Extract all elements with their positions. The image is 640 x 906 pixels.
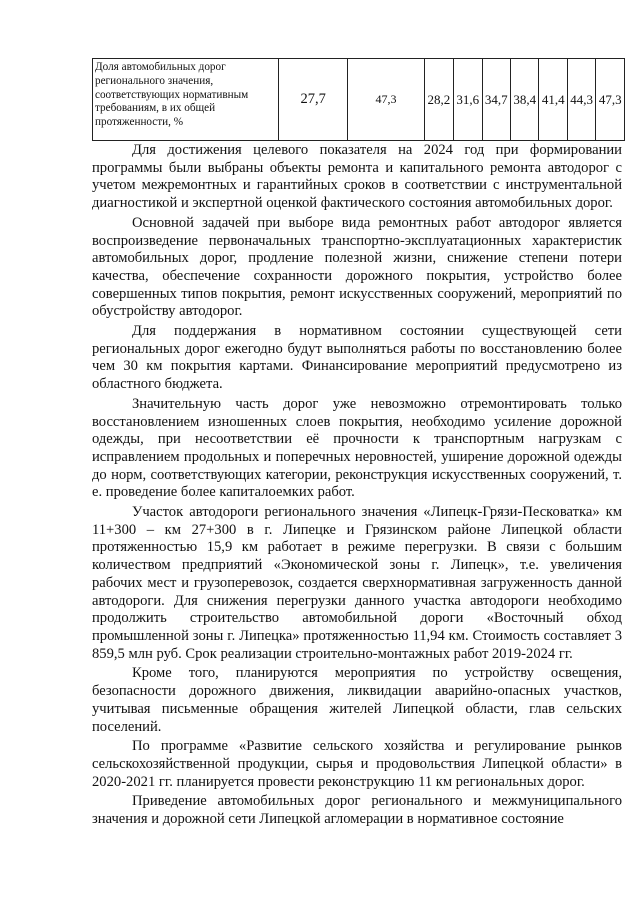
paragraph: Для достижения целевого показателя на 2024 год при формировании программы были выбраны объекты ремонта и капитального ремонта автодорог с учетом межремонтных и гарантийных сроков в соответствии с инструментальной диагностикой и экспертной оценкой фактического состояния автомобильных дорог. [92,142,622,212]
table-cell: 47,3 [596,59,625,141]
paragraph: По программе «Развитие сельского хозяйства и регулирование рынков сельскохозяйственной продукции, сырья и продовольствия Липецкой области» в 2020-2021 гг. планируется провести реконструкцию 11 км региональных дорог. [92,738,622,790]
table-cell: 31,6 [454,59,482,141]
paragraph: Кроме того, планируются мероприятия по устройству освещения, безопасности дорожного движения, ликвидации аварийно-опасных участков, учитывая письменные обращения жителей Липецкой области, глав сельских поселений. [92,665,622,735]
table-row [93,59,625,141]
table-cell: 34,7 [482,59,510,141]
body-text [92,142,622,829]
table-cell: 41,4 [539,59,567,141]
indicator-label: Доля автомобильных дорог регионального значения, соответствующих нормативным требованиям, в их общей протяженности, % [93,59,279,141]
table-cell: 28,2 [424,59,453,141]
table-cell: 44,3 [567,59,595,141]
paragraph: Участок автодороги регионального значения «Липецк-Грязи-Песковатка» км 11+300 – км 27+300 в г. Липецке и Грязинском районе Липецкой области протяженностью 15,9 км работает в режиме перегрузки. В связи с большим количеством предприятий «Экономической зоны г. Липецк», т.е. увеличения рабочих мест и грузоперевозок, создается сверхнормативная загруженность данной автодороги. Для снижения перегрузки данного участка автодороги необходимо продолжить строительство автомобильной дороги «Восточный обход промышленной зоны г. Липецка» протяженностью 11,94 км. Стоимость составляет 3 859,5 млн руб. Срок реализации строительно-монтажных работ 2019-2024 гг. [92,504,622,662]
paragraph: Основной задачей при выборе вида ремонтных работ автодорог является воспроизведение первоначальных транспортно-эксплуатационных характеристик автомобильных дорог, продление полезной жизни, снижение степени потери качества, обеспечение сохранности дорожного покрытия, устройство более совершенных типов покрытия, ремонт искусственных сооружений, мероприятий по обустройству автодорог. [92,214,622,320]
paragraph: Значительную часть дорог уже невозможно отремонтировать только восстановлением изношенных слоев покрытия, необходимо усиление дорожной одежды, при несоответствии её прочности к транспортным нагрузкам с исправлением продольных и поперечных неровностей, уширение дорожной одежды до норм, соответствующих категории, реконструкция искусственных сооружений, т. е. проведение более капиталоемких работ. [92,395,622,501]
table-cell: 47,3 [348,59,424,141]
paragraph: Приведение автомобильных дорог регионального и межмуниципального значения и дорожной сети Липецкой агломерации в нормативное состояние [92,793,622,828]
table-cell: 38,4 [511,59,539,141]
indicator-table [92,58,625,141]
table-cell: 27,7 [279,59,348,141]
paragraph: Для поддержания в нормативном состоянии существующей сети региональных дорог ежегодно будут выполняться работы по восстановлению более чем 30 км покрытия картами. Финансирование мероприятий предусмотрено из областного бюджета. [92,323,622,393]
